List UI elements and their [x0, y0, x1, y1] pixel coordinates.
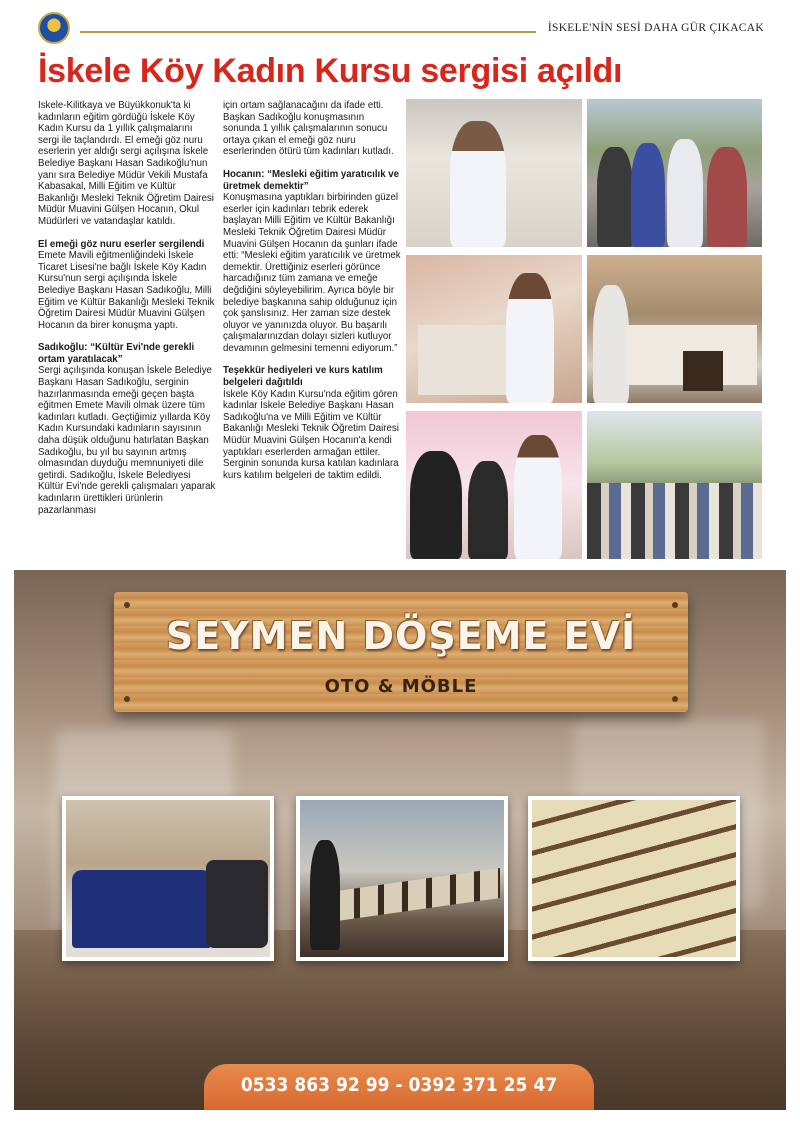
- advertisement-seymen-doseme: [14, 570, 786, 1110]
- nail-icon: [672, 602, 678, 608]
- paragraph: için ortam sağlanacağını da ifade etti. Başkan Sadıkoğlu konuşmasının sonunda 1 yıllık çalışmalarının sonucu ortaya çıkan el emeği göz nuru eserlerinden ötürü tüm kadınları kutladı.: [223, 100, 394, 158]
- photo-pergola-ceiling: [528, 796, 740, 961]
- advert-title: SEYMEN DÖŞEME EVİ: [165, 614, 637, 658]
- photo-certificate-presentation: [406, 411, 582, 559]
- photo-blue-sofa: [62, 796, 274, 961]
- paragraph: Sergi açılışında konuşan İskele Belediye Başkanı Hasan Sadıkoğlu, serginin hazırlanmasında emeği geçen başta eğitmen Emete Mavili olmak üzere tüm kadınları kutladı. Geçtiğimiz yıllarda Köy Kadın Kursundaki kadınların sayısının daha düşük olduğunu hatırlatan Başkan Sadıkoğlu, bu yıl bu sayının artmış olmasından duyduğu memnuniyeti dile getirdi. Sadıkoğlu, İskele Belediyesi Kültür Evi'nde gerekli çalışmaları yaparak kadınların ürettikleri ürünlerin pazarlanması: [38, 365, 216, 516]
- municipality-emblem-icon: [38, 12, 70, 44]
- article-column-1: [38, 100, 216, 560]
- paragraph: İskele Köy Kadın Kursu'nda eğitim gören kadınlar İskele Belediye Başkanı Hasan Sadıkoğlu'na ve Milli Eğitim ve Kültür Bakanlığı Mesleki Teknik Öğretim Dairesi Müdür Muavini Gülşen Hocanın'a kendi yaptıkları eserlerden armağan ettiler. Serginin sonunda kursa katılan kadınlara kurs katılım belgeleri de taktim edildi.: [223, 388, 399, 481]
- subheading: El emeği göz nuru eserler sergilendi: [38, 238, 205, 250]
- subheading: Hocanın: “Mesleki eğitim yaratıcılık ve üretmek demektir”: [223, 168, 400, 192]
- wooden-sign: [114, 592, 688, 712]
- phone-banner: [204, 1064, 594, 1110]
- photo-guests-viewing: [587, 255, 762, 403]
- paragraph: İskele-Kilitkaya ve Büyükkonuk'ta ki kadınların eğitim gördüğü İskele Köy Kadın Kursu da 1 yıllık çalışmalarını sergi ile taçlandırdı. El emeği göz nuru eserlerin yer aldığı sergi açılışına İskele Belediye Başkanı Hasan Sadıkoğlu'nun yanı sıra Belediye Müdür Vekili Mustafa Kabasakal, Milli Eğitim ve Kültür Bakanlığı Mesleki Teknik Öğretim Dairesi Müdür Muavini Gülşen Hocanın, Okul Müdürleri ve vatandaşlar katıldı.: [38, 100, 214, 227]
- subheading: Sadıkoğlu: “Kültür Evi'nde gerekli ortam yaratılacak”: [38, 342, 195, 365]
- photo-audience-seated: [587, 411, 762, 559]
- header-tagline: İSKELE'NİN SESİ DAHA GÜR ÇIKACAK: [547, 22, 764, 34]
- advert-subtitle: OTO & MÖBLE: [324, 676, 478, 697]
- advert-phones: 0533 863 92 99 - 0392 371 25 47: [240, 1074, 558, 1096]
- photo-mayor-speaking: [406, 99, 582, 247]
- photo-exhibition-table: [406, 255, 582, 403]
- paragraph: Emete Mavili eğitmenliğindeki İskele Ticaret Lisesi'ne bağlı İskele Köy Kadın Kursu'nun sergi açılışında İskele Belediye Başkanı Hasan Sadıkoğlu, Milli Eğitim ve Kültür Bakanlığı Mesleki Teknik Öğretim Dairesi Müdür Muavini Gülşen Hocanın da birer konuşma yaptı.: [38, 250, 215, 331]
- article-headline: İskele Köy Kadın Kursu sergisi açıldı: [38, 52, 623, 90]
- photo-ribbon-cutting: [587, 99, 762, 247]
- header-divider: [80, 31, 536, 33]
- subheading: Teşekkür hediyeleri ve kurs katılım belgeleri dağıtıldı: [223, 365, 383, 389]
- photo-pergola-installation: [296, 796, 508, 961]
- paragraph: Konuşmasına yaptıkları birbirinden güzel eserler için kadınları tebrik ederek başlayan Milli Eğitim ve Kültür Bakanlığı Mesleki Teknik Öğretim Dairesi Müdür Muavini Gülşen Hocanın da şunları ifade etti: “Mesleki eğitim yaratıcılık ve üretmek demektir. Ürettiğiniz eserleri görünce harcadığınız tüm zamana ve emeğe değdiğini söyleyebilirim. Ayrıca böyle bir belediye başkanına sahip olduğunuz için çok şanslısınız. Her zaman size destek oluyor ve yanınızda oluyor. Bu başarılı çalışmalarınızdan dolayı sizleri kutluyor devamının gelmesini temenni ediyorum.”: [223, 192, 401, 354]
- article-column-2: [223, 100, 401, 560]
- nail-icon: [124, 602, 130, 608]
